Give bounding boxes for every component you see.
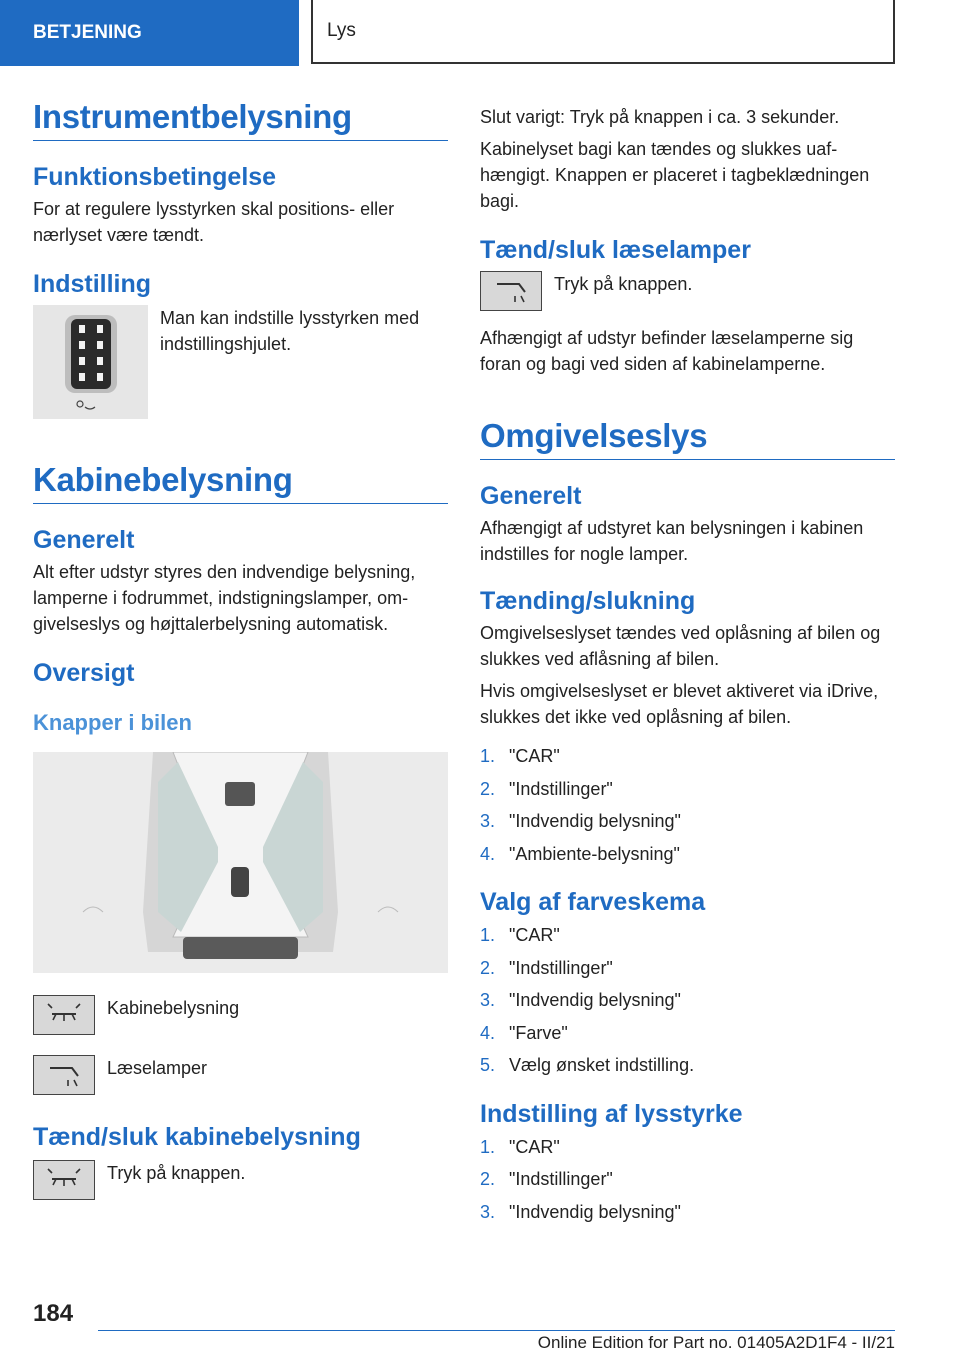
list-item xyxy=(480,984,895,1017)
icon1-label: Kabinebelysning xyxy=(107,998,240,1018)
footer-divider xyxy=(98,1330,895,1331)
reading-light-icon xyxy=(480,271,542,311)
indstilling-heading: Indstilling xyxy=(33,270,152,298)
step-text: "Indstillinger" xyxy=(509,778,613,799)
kabinelys-text: Kabinelyset bagi kan tændes og slukkes uafhængigt. Knappen er placeret i tagbeklædningen bagi. xyxy=(480,139,870,211)
step-number: 1. xyxy=(480,746,496,766)
list-item xyxy=(480,740,895,773)
step-number: 4. xyxy=(480,1022,496,1043)
steps-list-2 xyxy=(480,919,895,1082)
list-item xyxy=(480,1163,895,1196)
page-number: 184 xyxy=(33,1300,74,1327)
steps-list-3 xyxy=(480,1131,895,1229)
icon2-block xyxy=(33,1055,448,1095)
step-text: "CAR" xyxy=(509,1136,560,1157)
list-item xyxy=(480,1017,895,1050)
laese-heading: Tænd/sluk læselamper xyxy=(480,236,751,264)
step-text: "CAR" xyxy=(509,925,560,945)
oversigt-heading: Oversigt xyxy=(33,659,135,687)
list-item xyxy=(480,952,895,985)
slut-text: Slut varigt: Tryk på knappen i ca. 3 sekunder. xyxy=(480,107,840,127)
taend-kabine-block xyxy=(33,1160,448,1200)
step-number: 1. xyxy=(480,925,496,945)
step-text: "Indstillinger" xyxy=(509,957,613,978)
laese-block xyxy=(480,271,895,311)
step-text: "Ambiente-belysning" xyxy=(509,843,680,864)
indstilling-block xyxy=(33,305,448,419)
step-text: "Farve" xyxy=(509,1022,568,1043)
list-item xyxy=(480,1196,895,1229)
lysstyrke-heading: Indstilling af lysstyrke xyxy=(480,1099,743,1128)
ceiling-console-image xyxy=(33,752,448,973)
funktion-heading: Funktionsbetingelse xyxy=(33,163,277,191)
step-text: "Indvendig belysning" xyxy=(509,990,681,1010)
step-number: 2. xyxy=(480,778,496,799)
omgiv-title: Omgivelseslys xyxy=(480,417,895,460)
omgiv-generelt-heading: Generelt xyxy=(480,482,582,510)
taending-text1: Omgivelseslyset tændes ved oplåsning af bilen og slukkes ved aflåsning af bilen. xyxy=(480,623,881,669)
valg-heading: Valg af farveskema xyxy=(480,888,706,916)
taending-text2: Hvis omgivelseslyset er blevet aktiveret via iDrive, slukkes det ikke ved oplåsning af bilen. xyxy=(480,681,879,727)
dimmer-wheel-image xyxy=(33,305,148,419)
taend-kabine-text: Tryk på knappen. xyxy=(107,1163,246,1183)
step-text: "Indvendig belysning" xyxy=(509,811,681,831)
chapter-tab: Lys xyxy=(311,0,895,64)
left-column xyxy=(33,98,448,1200)
right-column xyxy=(480,104,895,1228)
step-text: Vælg ønsket indstilling. xyxy=(509,1055,695,1075)
generelt-heading: Generelt xyxy=(33,526,135,554)
instrument-title: Instrumentbelysning xyxy=(33,98,448,141)
kabine-title: Kabinebelysning xyxy=(33,461,448,504)
list-item xyxy=(480,1131,895,1164)
step-number: 2. xyxy=(480,957,496,978)
step-number: 1. xyxy=(480,1136,496,1157)
funktion-text: For at regulere lysstyrken skal positions- eller nærlyset være tændt. xyxy=(33,199,395,245)
indstilling-text: Man kan indstille lysstyrken med indstillingshjulet. xyxy=(160,308,420,354)
list-item xyxy=(480,805,895,838)
steps-list-1 xyxy=(480,740,895,870)
afh-text: Afhængigt af udstyr befinder læselamperne sig foran og bagi ved siden af kabinelamperne. xyxy=(480,328,854,374)
taend-kabine-heading: Tænd/sluk kabinebelysning xyxy=(33,1123,361,1151)
reading-light-icon xyxy=(33,1055,95,1095)
list-item xyxy=(480,838,895,871)
step-number: 3. xyxy=(480,1201,496,1222)
taending-heading: Tænding/slukning xyxy=(480,587,696,615)
step-number: 3. xyxy=(480,990,496,1010)
step-number: 4. xyxy=(480,843,496,864)
step-number: 2. xyxy=(480,1169,496,1189)
section-tab: BETJENING xyxy=(0,0,299,66)
step-text: "Indstillinger" xyxy=(509,1169,613,1189)
list-item xyxy=(480,1049,895,1082)
omgiv-generelt-text: Afhængigt af udstyret kan belysningen i kabinen indstilles for nogle lamper. xyxy=(480,518,864,564)
step-number: 5. xyxy=(480,1055,496,1075)
laese-text: Tryk på knappen. xyxy=(554,274,693,294)
cabin-light-icon xyxy=(33,995,95,1035)
knapper-heading: Knapper i bilen xyxy=(33,710,192,735)
icon2-label: Læselamper xyxy=(107,1058,208,1078)
step-number: 3. xyxy=(480,811,496,831)
list-item xyxy=(480,919,895,952)
generelt-text: Alt efter udstyr styres den indvendige belysning, lamperne i fodrummet, indstigningslamper, omgivelseslys og højttalerbelysning automatisk. xyxy=(33,562,416,634)
cabin-light-icon xyxy=(33,1160,95,1200)
list-item xyxy=(480,773,895,806)
step-text: "Indvendig belysning" xyxy=(509,1201,681,1222)
step-text: "CAR" xyxy=(509,746,560,766)
edition-text: Online Edition for Part no. 01405A2D1F4 - II/21 xyxy=(537,1333,895,1352)
page-header xyxy=(0,0,960,66)
icon1-block xyxy=(33,995,448,1035)
